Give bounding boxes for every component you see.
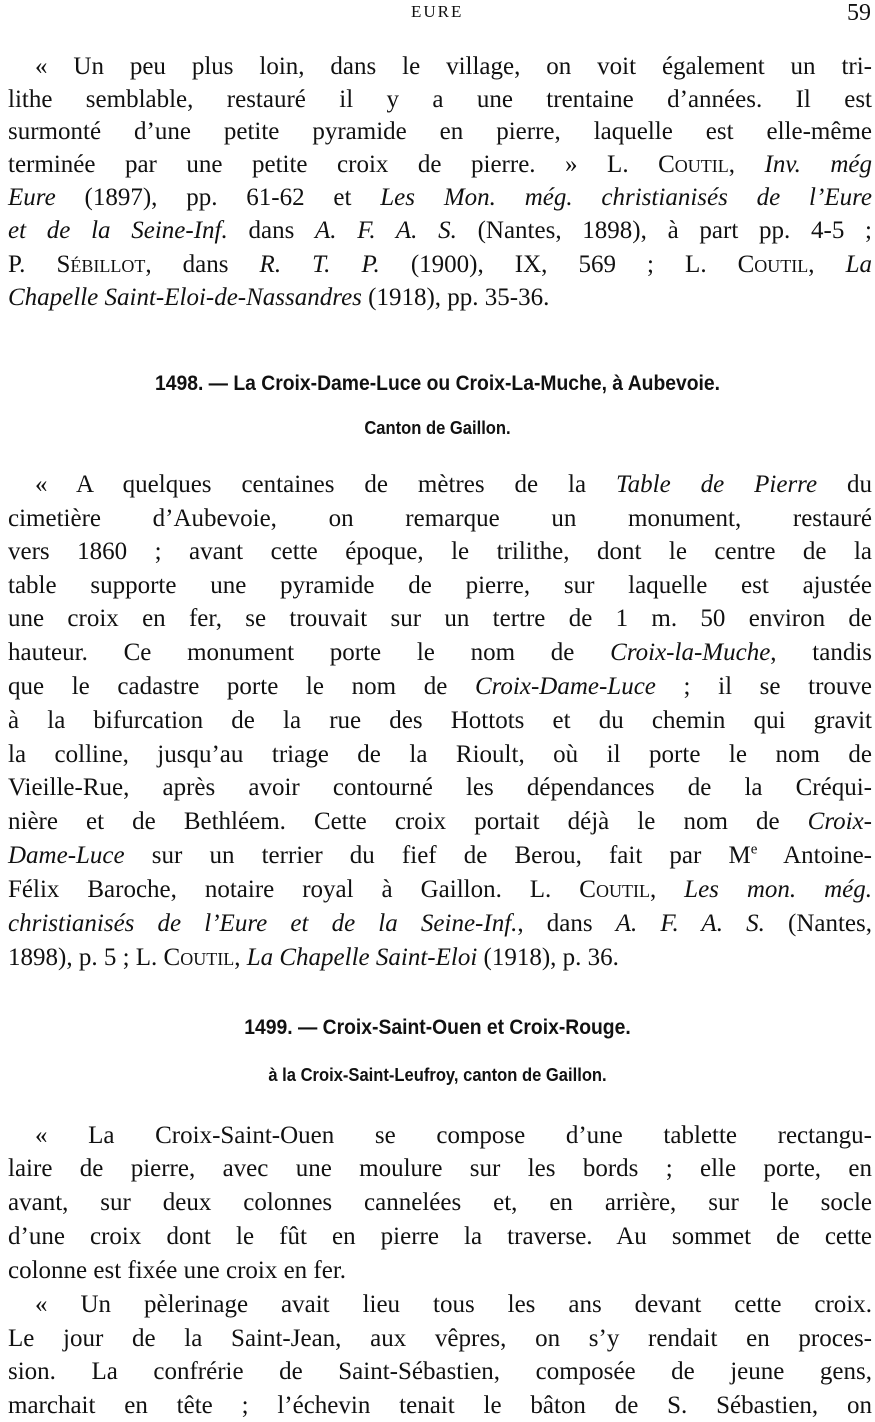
author-name: Coutil [658,151,729,178]
text-segment: « Un peu plus loin, dans le village, on voit également un tri- [35,53,872,80]
italic-text: Table de Pierre [616,471,818,498]
italic-text: Eure [8,184,56,211]
italic-text: R. T. P. [259,251,380,278]
text-segment: 1898), p. 5 ; L. [8,944,164,971]
text-line [8,1324,872,1354]
italic-text: Inv. még [764,151,873,178]
italic-text: Croix-Dame-Luce [474,673,656,700]
text-line [8,807,872,837]
text-line [8,1188,872,1218]
text-segment: , [808,251,846,278]
text-segment: Félix Baroche, notaire royal à Gaillon. L. [8,876,580,903]
page-number: 59 [847,0,871,26]
italic-text: Croix- [807,808,872,835]
text-segment: Antoine- [757,842,872,869]
text-line [8,909,872,939]
text-segment: une croix en fer, se trouvait sur un tertre de 1 m. 50 environ de [8,605,872,632]
text-segment: table supporte une pyramide de pierre, sur laquelle est ajustée [8,572,872,599]
text-segment: (Nantes, [764,910,873,937]
text-line [8,571,872,601]
text-line [8,183,872,213]
text-segment: marchait en tête ; l’échevin tenait le bâton de S. Sébastien, on [8,1392,872,1419]
text-line [35,1121,872,1151]
text-segment: (1900), IX, 569 ; L. [379,251,738,278]
text-segment: nière et de Bethléem. Cette croix portait déjà le nom de [8,808,808,835]
text-line [8,1256,872,1286]
entry-heading: 1499. — Croix-Saint-Ouen et Croix-Rouge. [244,1016,631,1039]
author-name: Sébillot [56,251,146,278]
text-line [8,1154,872,1184]
italic-text: La [845,251,873,278]
text-line [8,1391,872,1421]
text-segment: « La Croix-Saint-Ouen se compose d’une tablette rectangu- [35,1122,872,1149]
text-segment: du [817,471,873,498]
text-line [8,537,872,567]
text-line [8,1222,872,1252]
text-segment: (1918), p. 36. [477,944,619,971]
text-segment: , [649,876,685,903]
text-segment: sion. La confrérie de Saint-Sébastien, composée de jeune gens, [8,1358,872,1385]
text-segment: e [750,841,758,858]
text-line [8,875,872,905]
italic-text: Chapelle Saint-Eloi-de-Nassandres [8,284,362,311]
text-segment: Le jour de la Saint-Jean, aux vêpres, on s’y rendait en proces- [8,1325,872,1352]
text-line [8,943,872,973]
text-line [8,283,872,313]
text-segment: la colline, jusqu’au triage de la Rioult, où il porte le nom de [8,741,872,768]
text-segment: d’une croix dont le fût en pierre la traverse. Au sommet de cette [8,1223,872,1250]
text-segment: ; il se trouve [655,673,872,700]
text-line [8,841,872,871]
text-segment: (Nantes, 1898), à part pp. 4-5 ; [456,217,872,244]
text-segment: vers 1860 ; avant cette époque, le trilithe, dont le centre de la [8,538,872,565]
text-line [8,672,872,702]
author-name: Coutil [579,876,650,903]
text-segment: , dans [145,251,260,278]
text-line [8,773,872,803]
text-segment: « A quelques centaines de mètres de la [35,471,617,498]
italic-text: christianisés de l’Eure et de la Seine-Inf. [8,910,518,937]
text-line [35,52,872,82]
text-segment: « Un pèlerinage avait lieu tous les ans devant cette croix. [35,1291,872,1318]
italic-text: La Chapelle Saint-Eloi [246,944,478,971]
italic-text: Les mon. még. [684,876,873,903]
text-segment: , [728,151,765,178]
text-segment: sur un terrier du fief de Berou, fait par M [124,842,751,869]
author-name: Coutil [163,944,235,971]
text-line [8,504,872,534]
text-line [8,638,872,668]
italic-text: A. F. A. S. [615,910,765,937]
text-segment: cimetière d’Aubevoie, on remarque un monument, restauré [8,505,872,532]
running-title: EURE [411,2,464,21]
text-segment: que le cadastre porte le nom de [8,673,475,700]
text-segment: (1918), pp. 35-36. [361,284,550,311]
text-segment: surmonté d’une petite pyramide en pierre, laquelle est elle-même [8,118,872,145]
text-segment: Vieille-Rue, après avoir contourné les dépendances de la Créqui- [8,774,872,801]
text-segment: P. [8,251,57,278]
text-segment: , tandis [770,639,872,666]
text-line [8,1357,872,1387]
text-segment: terminée par une petite croix de pierre. » L. [8,151,659,178]
text-segment: , dans [517,910,616,937]
text-segment: laire de pierre, avec une moulure sur les bords ; elle porte, en [8,1155,872,1182]
entry-subheading: Canton de Gaillon. [364,418,511,438]
entry-subheading: à la Croix-Saint-Leufroy, canton de Gaillon. [268,1065,607,1085]
text-line [35,470,872,500]
text-segment: lithe semblable, restauré il y a une trentaine d’années. Il est [8,86,872,113]
italic-text: et de la Seine-Inf. [8,217,228,244]
italic-text: A. F. A. S. [315,217,457,244]
entry-heading: 1498. — La Croix-Dame-Luce ou Croix-La-Muche, à Aubevoie. [154,372,721,395]
text-line [8,604,872,634]
text-segment: , [234,944,247,971]
text-segment: dans [227,217,316,244]
text-segment: (1897), pp. 61-62 et [55,184,381,211]
text-line [8,250,872,280]
text-line [8,216,872,246]
text-segment: hauteur. Ce monument porte le nom de [8,639,611,666]
text-line [35,1290,872,1320]
text-line [8,85,872,115]
text-segment: colonne est fixée une croix en fer. [8,1257,347,1284]
author-name: Coutil [737,251,809,278]
text-segment: avant, sur deux colonnes cannelées et, en arrière, sur le socle [8,1189,872,1216]
text-line [8,706,872,736]
text-segment: à la bifurcation de la rue des Hottots et du chemin qui gravit [8,707,872,734]
italic-text: Les Mon. még. christianisés de l’Eure [380,184,872,211]
text-line [8,150,872,180]
text-line [8,117,872,147]
italic-text: Dame-Luce [8,842,125,869]
text-line [8,740,872,770]
italic-text: Croix-la-Muche [610,639,771,666]
